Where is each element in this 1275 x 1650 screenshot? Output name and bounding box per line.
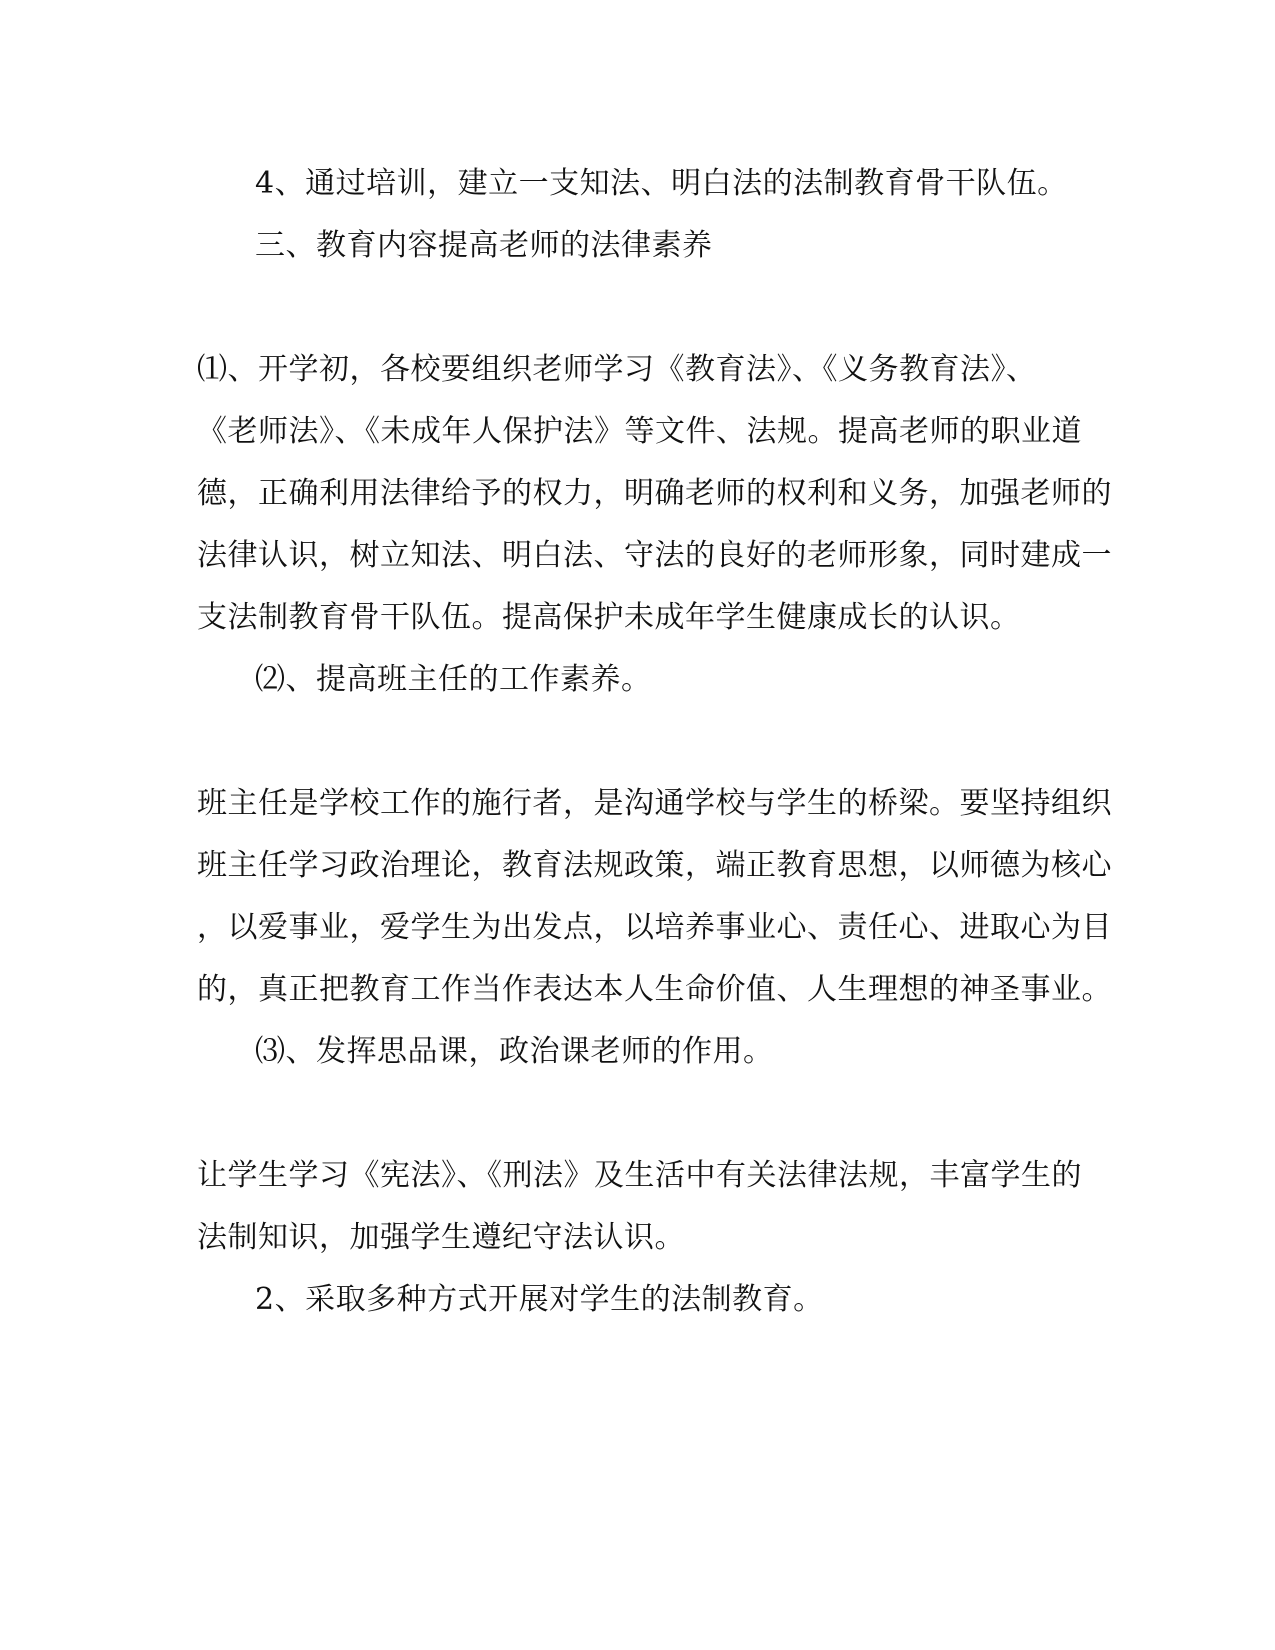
section-heading: 三、教育内容提高老师的法律素养 [255, 228, 713, 263]
paragraph-line: 班主任学习政治理论，教育法规政策，端正教育思想，以师德为核心 [197, 848, 1112, 883]
subsection-heading: ⑵、提高班主任的工作素养。 [255, 662, 652, 697]
paragraph-line: ⑴、开学初，各校要组织老师学习《教育法》、《义务教育法》、 [197, 352, 1037, 387]
paragraph-line: 2、采取多种方式开展对学生的法制教育。 [255, 1282, 824, 1317]
paragraph-line: 法制知识，加强学生遵纪守法认识。 [197, 1220, 685, 1255]
paragraph-line: 支法制教育骨干队伍。提高保护未成年学生健康成长的认识。 [197, 600, 1021, 635]
paragraph-line: 的，真正把教育工作当作表达本人生命价值、人生理想的神圣事业。 [197, 972, 1112, 1007]
paragraph-line: 法律认识，树立知法、明白法、守法的良好的老师形象，同时建成一 [197, 538, 1112, 573]
paragraph-line: 班主任是学校工作的施行者，是沟通学校与学生的桥梁。要坚持组织 [197, 786, 1112, 821]
paragraph-line: 《老师法》、《未成年人保护法》等文件、法规。提高老师的职业道 [197, 414, 1082, 449]
subsection-heading: ⑶、发挥思品课，政治课老师的作用。 [255, 1034, 774, 1069]
paragraph-line: 4、通过培训，建立一支知法、明白法的法制教育骨干队伍。 [255, 166, 1068, 201]
paragraph-line: ，以爱事业，爱学生为出发点，以培养事业心、责任心、进取心为目 [197, 910, 1112, 945]
paragraph-line: 让学生学习《宪法》、《刑法》及生活中有关法律法规，丰富学生的 [197, 1158, 1082, 1193]
paragraph-line: 德，正确利用法律给予的权力，明确老师的权利和义务，加强老师的 [197, 476, 1112, 511]
